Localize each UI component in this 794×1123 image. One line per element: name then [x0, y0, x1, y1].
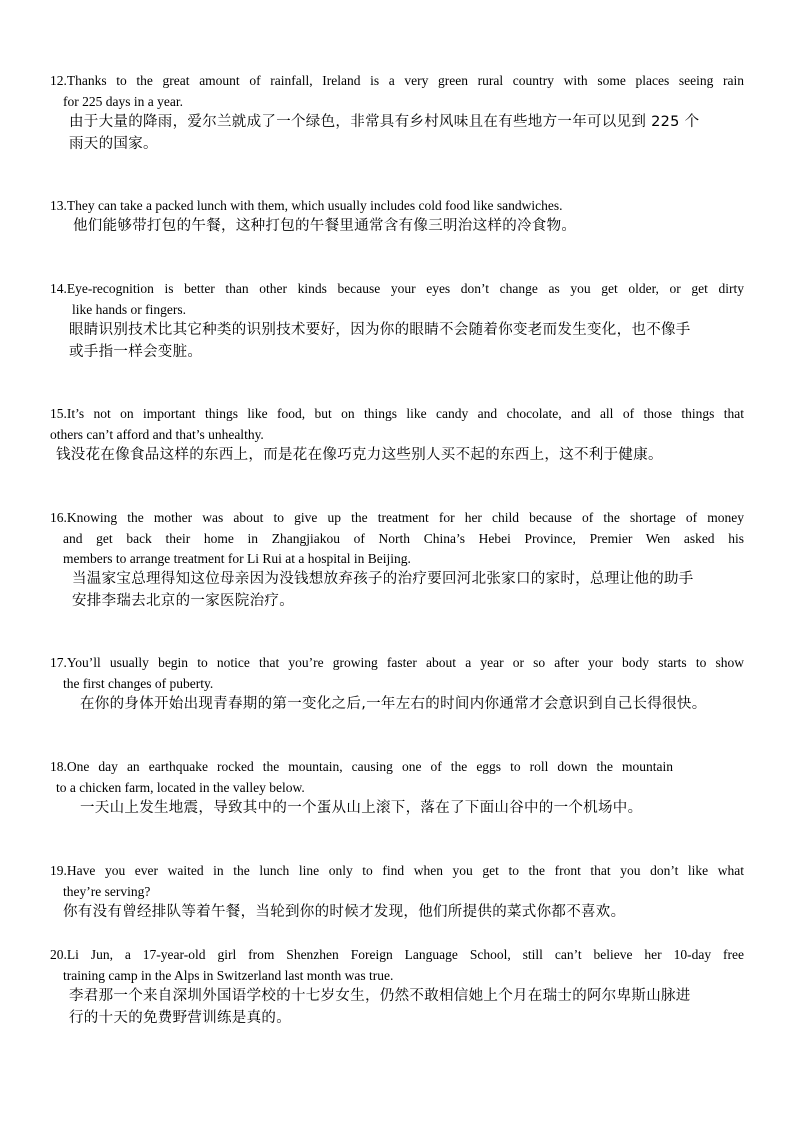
english-sentence-cont: the first changes of puberty.	[63, 676, 214, 691]
english-sentence: 17.You’ll usually begin to notice that you’re growing faster about a year or so after your body starts to show	[50, 655, 744, 670]
chinese-translation-cont: 雨天的国家。	[69, 136, 158, 152]
english-sentence-cont: and get back their home in Zhangjiakou of North China’s Hebei Province, Premier Wen asked his	[63, 531, 744, 546]
english-sentence-cont: like hands or fingers.	[72, 302, 186, 317]
english-sentence: 15.It’s not on important things like food, but on things like candy and chocolate, and all of those things that	[50, 406, 744, 421]
english-sentence: 18.One day an earthquake rocked the mountain, causing one of the eggs to roll down the mountain	[50, 759, 673, 774]
chinese-translation: 钱没花在像食品这样的东西上，而是花在像巧克力这些别人买不起的东西上，这不利于健康。	[56, 447, 663, 463]
english-sentence-cont: members to arrange treatment for Li Rui at a hospital in Beijing.	[63, 551, 411, 566]
english-sentence: 20.Li Jun, a 17-year-old girl from Shenzhen Foreign Language School, still can’t believe her 10-day free	[50, 947, 744, 962]
chinese-translation: 当温家宝总理得知这位母亲因为没钱想放弃孩子的治疗要回河北张家口的家时，总理让他的助手	[72, 571, 694, 587]
chinese-translation: 在你的身体开始出现青春期的第一变化之后,一年左右的时间内你通常才会意识到自己长得很快。	[80, 696, 707, 712]
chinese-translation: 一天山上发生地震，导致其中的一个蛋从山上滚下，落在了下面山谷中的一个机场中。	[80, 800, 643, 816]
chinese-translation-cont: 行的十天的免费野营训练是真的。	[69, 1010, 291, 1026]
english-sentence-cont: to a chicken farm, located in the valley below.	[56, 780, 305, 795]
chinese-translation-cont: 或手指一样会变脏。	[69, 344, 203, 360]
english-sentence-cont: training camp in the Alps in Switzerland last month was true.	[63, 968, 394, 983]
english-sentence-cont: for 225 days in a year.	[63, 94, 183, 109]
english-sentence: 12.Thanks to the great amount of rainfall, Ireland is a very green rural country with some places seeing rain	[50, 73, 744, 88]
chinese-translation: 眼睛识别技术比其它种类的识别技术要好，因为你的眼睛不会随着你变老而发生变化，也不像手	[69, 322, 691, 338]
chinese-translation: 李君那一个来自深圳外国语学校的十七岁女生，仍然不敢相信她上个月在瑞士的阿尔卑斯山脉进	[69, 988, 691, 1004]
english-sentence-cont: others can’t afford and that’s unhealthy.	[50, 427, 264, 442]
english-sentence: 14.Eye-recognition is better than other kinds because your eyes don’t change as you get older, or get dirty	[50, 281, 744, 296]
chinese-translation: 他们能够带打包的午餐，这种打包的午餐里通常含有像三明治这样的冷食物。	[73, 218, 577, 234]
english-sentence: 19.Have you ever waited in the lunch line only to find when you get to the front that you don’t like what	[50, 863, 744, 878]
chinese-translation-cont: 安排李瑞去北京的一家医院治疗。	[72, 593, 294, 609]
chinese-translation: 由于大量的降雨，爱尔兰就成了一个绿色，非常具有乡村风味且在有些地方一年可以见到 225 个	[69, 114, 700, 130]
english-sentence: 16.Knowing the mother was about to give up the treatment for her child because of the shortage of money	[50, 510, 744, 525]
english-sentence: 13.They can take a packed lunch with them, which usually includes cold food like sandwiches.	[50, 198, 563, 213]
english-sentence-cont: they’re serving?	[63, 884, 151, 899]
chinese-translation: 你有没有曾经排队等着午餐，当轮到你的时候才发现，他们所提供的菜式你都不喜欢。	[63, 904, 626, 920]
